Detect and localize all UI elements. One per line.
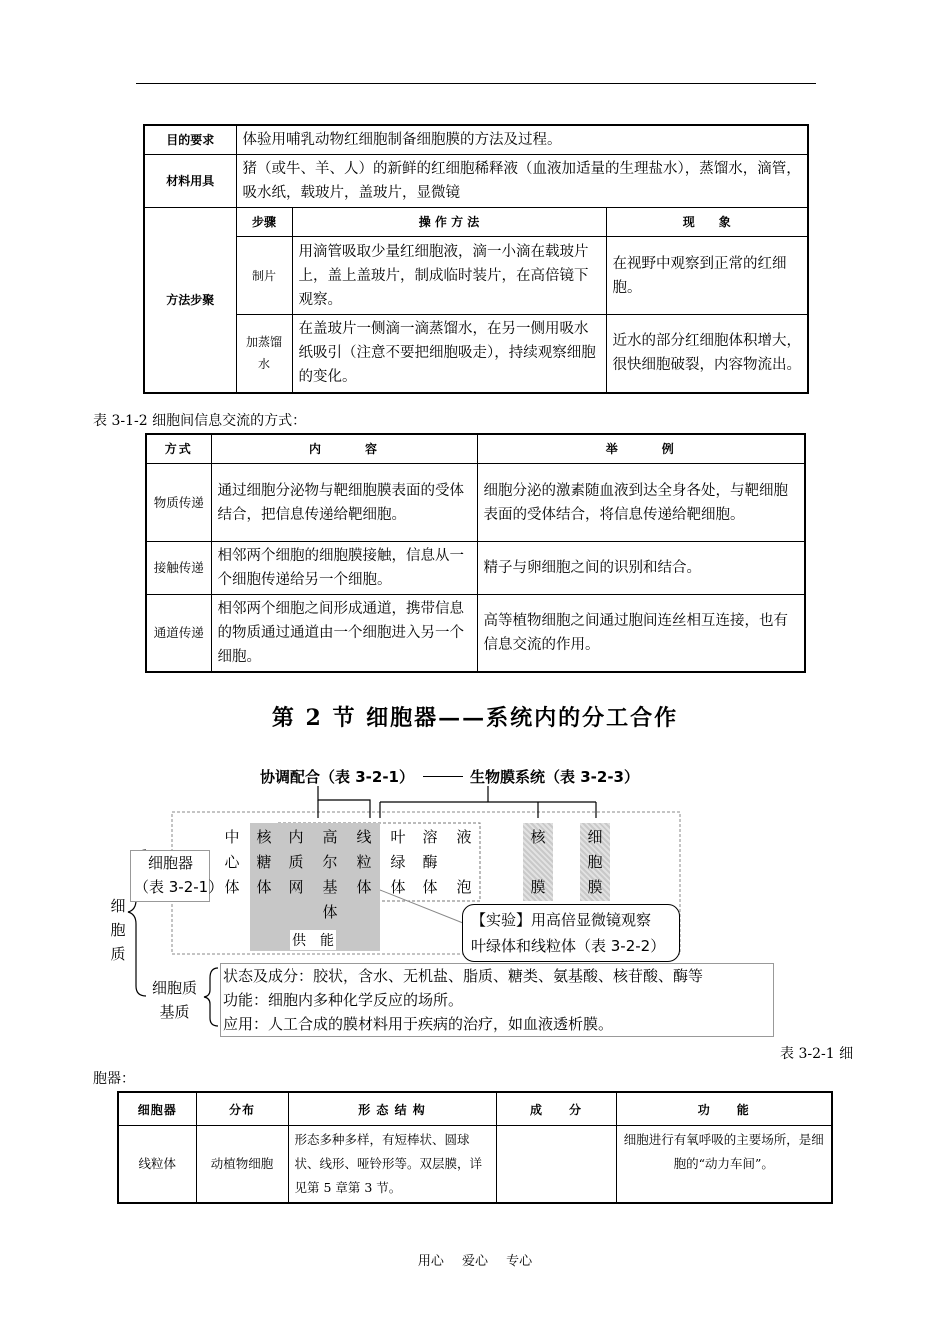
organelle-char: 基 xyxy=(322,878,338,896)
organelle-char: 内 xyxy=(288,828,304,846)
matrix-line: 功能：细胞内多种化学反应的场所。 xyxy=(223,991,464,1009)
composition-cell xyxy=(496,1126,616,1204)
matrix-label-2: 基质 xyxy=(159,1003,190,1021)
organelle-char: 中 xyxy=(224,828,240,846)
materials-label: 材料用具 xyxy=(144,155,236,208)
cytoplasm-label: 细胞质 xyxy=(110,897,126,963)
energy-supply-label: 供 能 xyxy=(290,930,336,950)
purpose-label: 目的要求 xyxy=(144,125,236,155)
organelle-label: 细胞器 xyxy=(148,854,194,872)
footer: 用心 爱心 专心 xyxy=(417,1254,533,1269)
function-cell: 细胞进行有氧呼吸的主要场所，是细胞的“动力车间”。 xyxy=(616,1126,832,1204)
example-cell: 精子与卵细胞之间的识别和结合。 xyxy=(477,542,805,595)
callout-line-1: 【实验】用高倍显微镜观察 xyxy=(471,911,652,929)
matrix-line: 状态及成分：胶状，含水、无机盐、脂质、糖类、氨基酸、核苷酸、酶等 xyxy=(223,967,704,985)
distribution-cell: 动植物细胞 xyxy=(196,1126,288,1204)
step-cell: 加蒸馏水 xyxy=(236,315,292,393)
callout-line-2: 叶绿体和线粒体（表 3-2-2） xyxy=(471,937,666,955)
content-cell: 相邻两个细胞之间形成通道，携带信息的物质通过通道由一个细胞进入另一个细胞。 xyxy=(211,595,477,673)
organelle-char: 酶 xyxy=(422,853,438,871)
content-cell: 通过细胞分泌物与靶细胞膜表面的受体结合，把信息传递给靶细胞。 xyxy=(211,464,477,542)
organelle-char: 体 xyxy=(356,878,372,896)
col-distribution: 分布 xyxy=(196,1092,288,1126)
example-cell: 高等植物细胞之间通过胞间连丝相互连接，也有信息交流的作用。 xyxy=(477,595,805,673)
content-cell: 相邻两个细胞的细胞膜接触，信息从一个细胞传递给另一个细胞。 xyxy=(211,542,477,595)
matrix-label xyxy=(152,976,197,1024)
organelle-char: 体 xyxy=(224,878,240,896)
method-label: 方法步聚 xyxy=(144,208,236,393)
matrix-line: 应用：人工合成的膜材料用于疾病的治疗，如血液透析膜。 xyxy=(223,1015,614,1033)
table3-caption-b: 胞器： xyxy=(93,1071,135,1087)
organelle-char: 体 xyxy=(390,878,406,896)
organelle-char: 心 xyxy=(224,853,240,871)
organelle-char: 体 xyxy=(422,878,438,896)
organelle-char: 网 xyxy=(288,878,304,896)
phenomenon-cell: 近水的部分红细胞体积增大，很快细胞破裂，内容物流出。 xyxy=(606,315,808,393)
experiment-callout xyxy=(462,904,680,962)
organelle-char: 核 xyxy=(256,828,272,846)
membrane-system-label: 生物膜系统（表 3-2-3） xyxy=(470,768,639,786)
organelle-char: 高 xyxy=(322,828,338,846)
col-function: 功 能 xyxy=(616,1092,832,1126)
col-step: 步骤 xyxy=(236,208,292,237)
organelle-cell: 线粒体 xyxy=(118,1126,196,1204)
organelle-char: 粒 xyxy=(356,853,372,871)
col-organelle: 细胞器 xyxy=(118,1092,196,1126)
coordination-label: 协调配合（表 3-2-1） xyxy=(260,768,414,786)
col-composition: 成 分 xyxy=(496,1092,616,1126)
operation-cell: 在盖玻片一侧滴一滴蒸馏水，在另一侧用吸水纸吸引（注意不要把细胞吸走），持续观察细胞的变化。 xyxy=(292,315,606,393)
organelle-char: 线 xyxy=(356,828,372,846)
phenomenon-cell: 在视野中观察到正常的红细胞。 xyxy=(606,237,808,315)
organelle-char: 泡 xyxy=(456,878,472,896)
organelle-char: 液 xyxy=(456,828,472,846)
matrix-box xyxy=(220,963,774,1037)
organelle-char: 核 xyxy=(530,828,546,846)
organelle-char: 尔 xyxy=(322,853,338,871)
organelle-char: 糖 xyxy=(256,853,272,871)
table2-caption: 表 3-1-2 细胞间信息交流的方式： xyxy=(93,413,307,429)
purpose-text: 体验用哺乳动物红细胞制备细胞膜的方法及过程。 xyxy=(236,125,808,155)
organelle-char: 体 xyxy=(256,878,272,896)
col-phenomenon: 现 象 xyxy=(606,208,808,237)
section-title: 第 2 节 细胞器——系统内的分工合作 xyxy=(271,705,679,731)
step-cell: 制片 xyxy=(236,237,292,315)
col-structure: 形 态 结 构 xyxy=(288,1092,496,1126)
col-mode: 方式 xyxy=(146,434,211,464)
organelle-char: 溶 xyxy=(422,828,438,846)
materials-text: 猪（或牛、羊、人）的新鲜的红细胞稀释液（血液加适量的生理盐水），蒸馏水，滴管，吸水纸，载玻片，盖玻片，显微镜 xyxy=(236,155,808,208)
structure-cell: 形态多种多样，有短棒状、圆球状、线形、哑铃形等。双层膜，详见第 5 章第 3 节。 xyxy=(288,1126,496,1204)
mode-cell: 通道传递 xyxy=(146,595,211,673)
organelle-table xyxy=(117,1091,833,1204)
organelle-char: 质 xyxy=(288,853,304,871)
operation-cell: 用滴管吸取少量红细胞液，滴一小滴在载玻片上，盖上盖玻片，制成临时装片，在高倍镜下观察。 xyxy=(292,237,606,315)
organelle-char: 细 xyxy=(587,828,603,846)
col-example: 举 例 xyxy=(477,434,805,464)
organelle-char: 膜 xyxy=(587,878,603,896)
organelle-char: 体 xyxy=(322,903,338,921)
mode-cell: 接触传递 xyxy=(146,542,211,595)
col-content: 内 容 xyxy=(211,434,477,464)
organelle-char: 膜 xyxy=(530,878,546,896)
organelle-char: 叶 xyxy=(390,828,406,846)
col-operation: 操 作 方 法 xyxy=(292,208,606,237)
mode-cell: 物质传递 xyxy=(146,464,211,542)
table3-caption-a: 表 3-2-1 细 xyxy=(780,1046,854,1062)
organelle-char: 胞 xyxy=(587,853,603,871)
organelle-char: 绿 xyxy=(390,853,406,871)
matrix-label-1: 细胞质 xyxy=(152,979,198,997)
example-cell: 细胞分泌的激素随血液到达全身各处，与靶细胞表面的受体结合，将信息传递给靶细胞。 xyxy=(477,464,805,542)
organelle-ref: （表 3-2-1） xyxy=(134,878,224,896)
